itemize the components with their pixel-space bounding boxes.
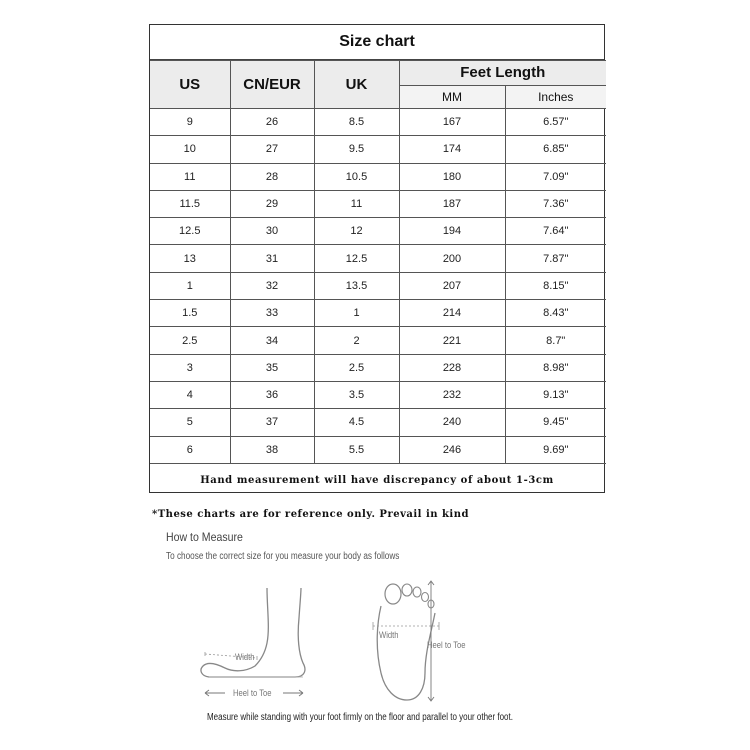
cell-inches: 8.43" [505,300,606,327]
measurement-note: Hand measurement will have discrepancy of about 1-3cm [200,474,554,486]
cell-uk: 3.5 [314,381,399,408]
size-chart [149,24,605,493]
how-to-subtitle: To choose the correct size for you measure your body as follows [166,551,400,562]
header-cn-eur: CN/EUR [230,61,314,109]
cell-cn-eur: 26 [230,109,314,136]
cell-uk: 2 [314,327,399,354]
side-width-label: Width [235,652,255,662]
cell-uk: 12.5 [314,245,399,272]
size-rows [150,109,606,464]
cell-mm: 174 [399,136,505,163]
cell-cn-eur: 37 [230,409,314,436]
cell-uk: 5.5 [314,436,399,463]
cell-cn-eur: 38 [230,436,314,463]
header-feet-length: Feet Length [399,61,606,86]
cell-cn-eur: 33 [230,300,314,327]
table-row [150,381,606,408]
cell-us: 2.5 [150,327,230,354]
top-length-label: Heel to Toe [427,640,466,650]
cell-uk: 8.5 [314,109,399,136]
cell-mm: 167 [399,109,505,136]
cell-mm: 240 [399,409,505,436]
cell-inches: 7.87" [505,245,606,272]
cell-uk: 12 [314,218,399,245]
cell-cn-eur: 29 [230,190,314,217]
cell-uk: 10.5 [314,163,399,190]
cell-us: 3 [150,354,230,381]
cell-inches: 7.36" [505,190,606,217]
header-uk: UK [314,61,399,109]
side-length-label: Heel to Toe [233,688,272,698]
cell-us: 6 [150,436,230,463]
cell-mm: 207 [399,272,505,299]
cell-inches: 8.7" [505,327,606,354]
cell-us: 11 [150,163,230,190]
cell-us: 5 [150,409,230,436]
measure-illustration [195,578,535,708]
cell-cn-eur: 30 [230,218,314,245]
size-table [150,60,606,464]
cell-mm: 232 [399,381,505,408]
cell-mm: 214 [399,300,505,327]
cell-uk: 1 [314,300,399,327]
cell-inches: 9.45" [505,409,606,436]
cell-mm: 200 [399,245,505,272]
cell-uk: 4.5 [314,409,399,436]
table-row [150,245,606,272]
cell-us: 10 [150,136,230,163]
table-row [150,109,606,136]
cell-uk: 9.5 [314,136,399,163]
cell-inches: 7.09" [505,163,606,190]
cell-us: 13 [150,245,230,272]
cell-inches: 6.57" [505,109,606,136]
cell-us: 11.5 [150,190,230,217]
table-row [150,436,606,463]
cell-mm: 180 [399,163,505,190]
cell-inches: 9.69" [505,436,606,463]
cell-cn-eur: 31 [230,245,314,272]
cell-mm: 228 [399,354,505,381]
cell-mm: 187 [399,190,505,217]
cell-cn-eur: 34 [230,327,314,354]
cell-inches: 9.13" [505,381,606,408]
cell-us: 4 [150,381,230,408]
cell-us: 12.5 [150,218,230,245]
chart-title: Size chart [150,25,604,60]
cell-inches: 8.98" [505,354,606,381]
reference-note: *These charts are for reference only. Prevail in kind [152,509,469,520]
table-row [150,300,606,327]
table-row [150,136,606,163]
cell-mm: 246 [399,436,505,463]
header-mm: MM [399,85,505,109]
table-row [150,327,606,354]
measure-caption: Measure while standing with your foot firmly on the floor and parallel to your other foot. [207,712,513,723]
table-row [150,354,606,381]
cell-us: 1 [150,272,230,299]
header-inches: Inches [505,85,606,109]
cell-cn-eur: 28 [230,163,314,190]
cell-mm: 221 [399,327,505,354]
top-width-label: Width [379,630,399,640]
table-row [150,190,606,217]
cell-us: 1.5 [150,300,230,327]
cell-mm: 194 [399,218,505,245]
cell-inches: 6.85" [505,136,606,163]
cell-cn-eur: 32 [230,272,314,299]
table-row [150,163,606,190]
table-row [150,272,606,299]
table-row [150,218,606,245]
cell-cn-eur: 27 [230,136,314,163]
cell-uk: 13.5 [314,272,399,299]
cell-cn-eur: 35 [230,354,314,381]
header-us: US [150,61,230,109]
table-row [150,409,606,436]
cell-cn-eur: 36 [230,381,314,408]
how-to-title: How to Measure [166,530,243,544]
cell-us: 9 [150,109,230,136]
cell-uk: 11 [314,190,399,217]
cell-inches: 8.15" [505,272,606,299]
cell-uk: 2.5 [314,354,399,381]
cell-inches: 7.64" [505,218,606,245]
